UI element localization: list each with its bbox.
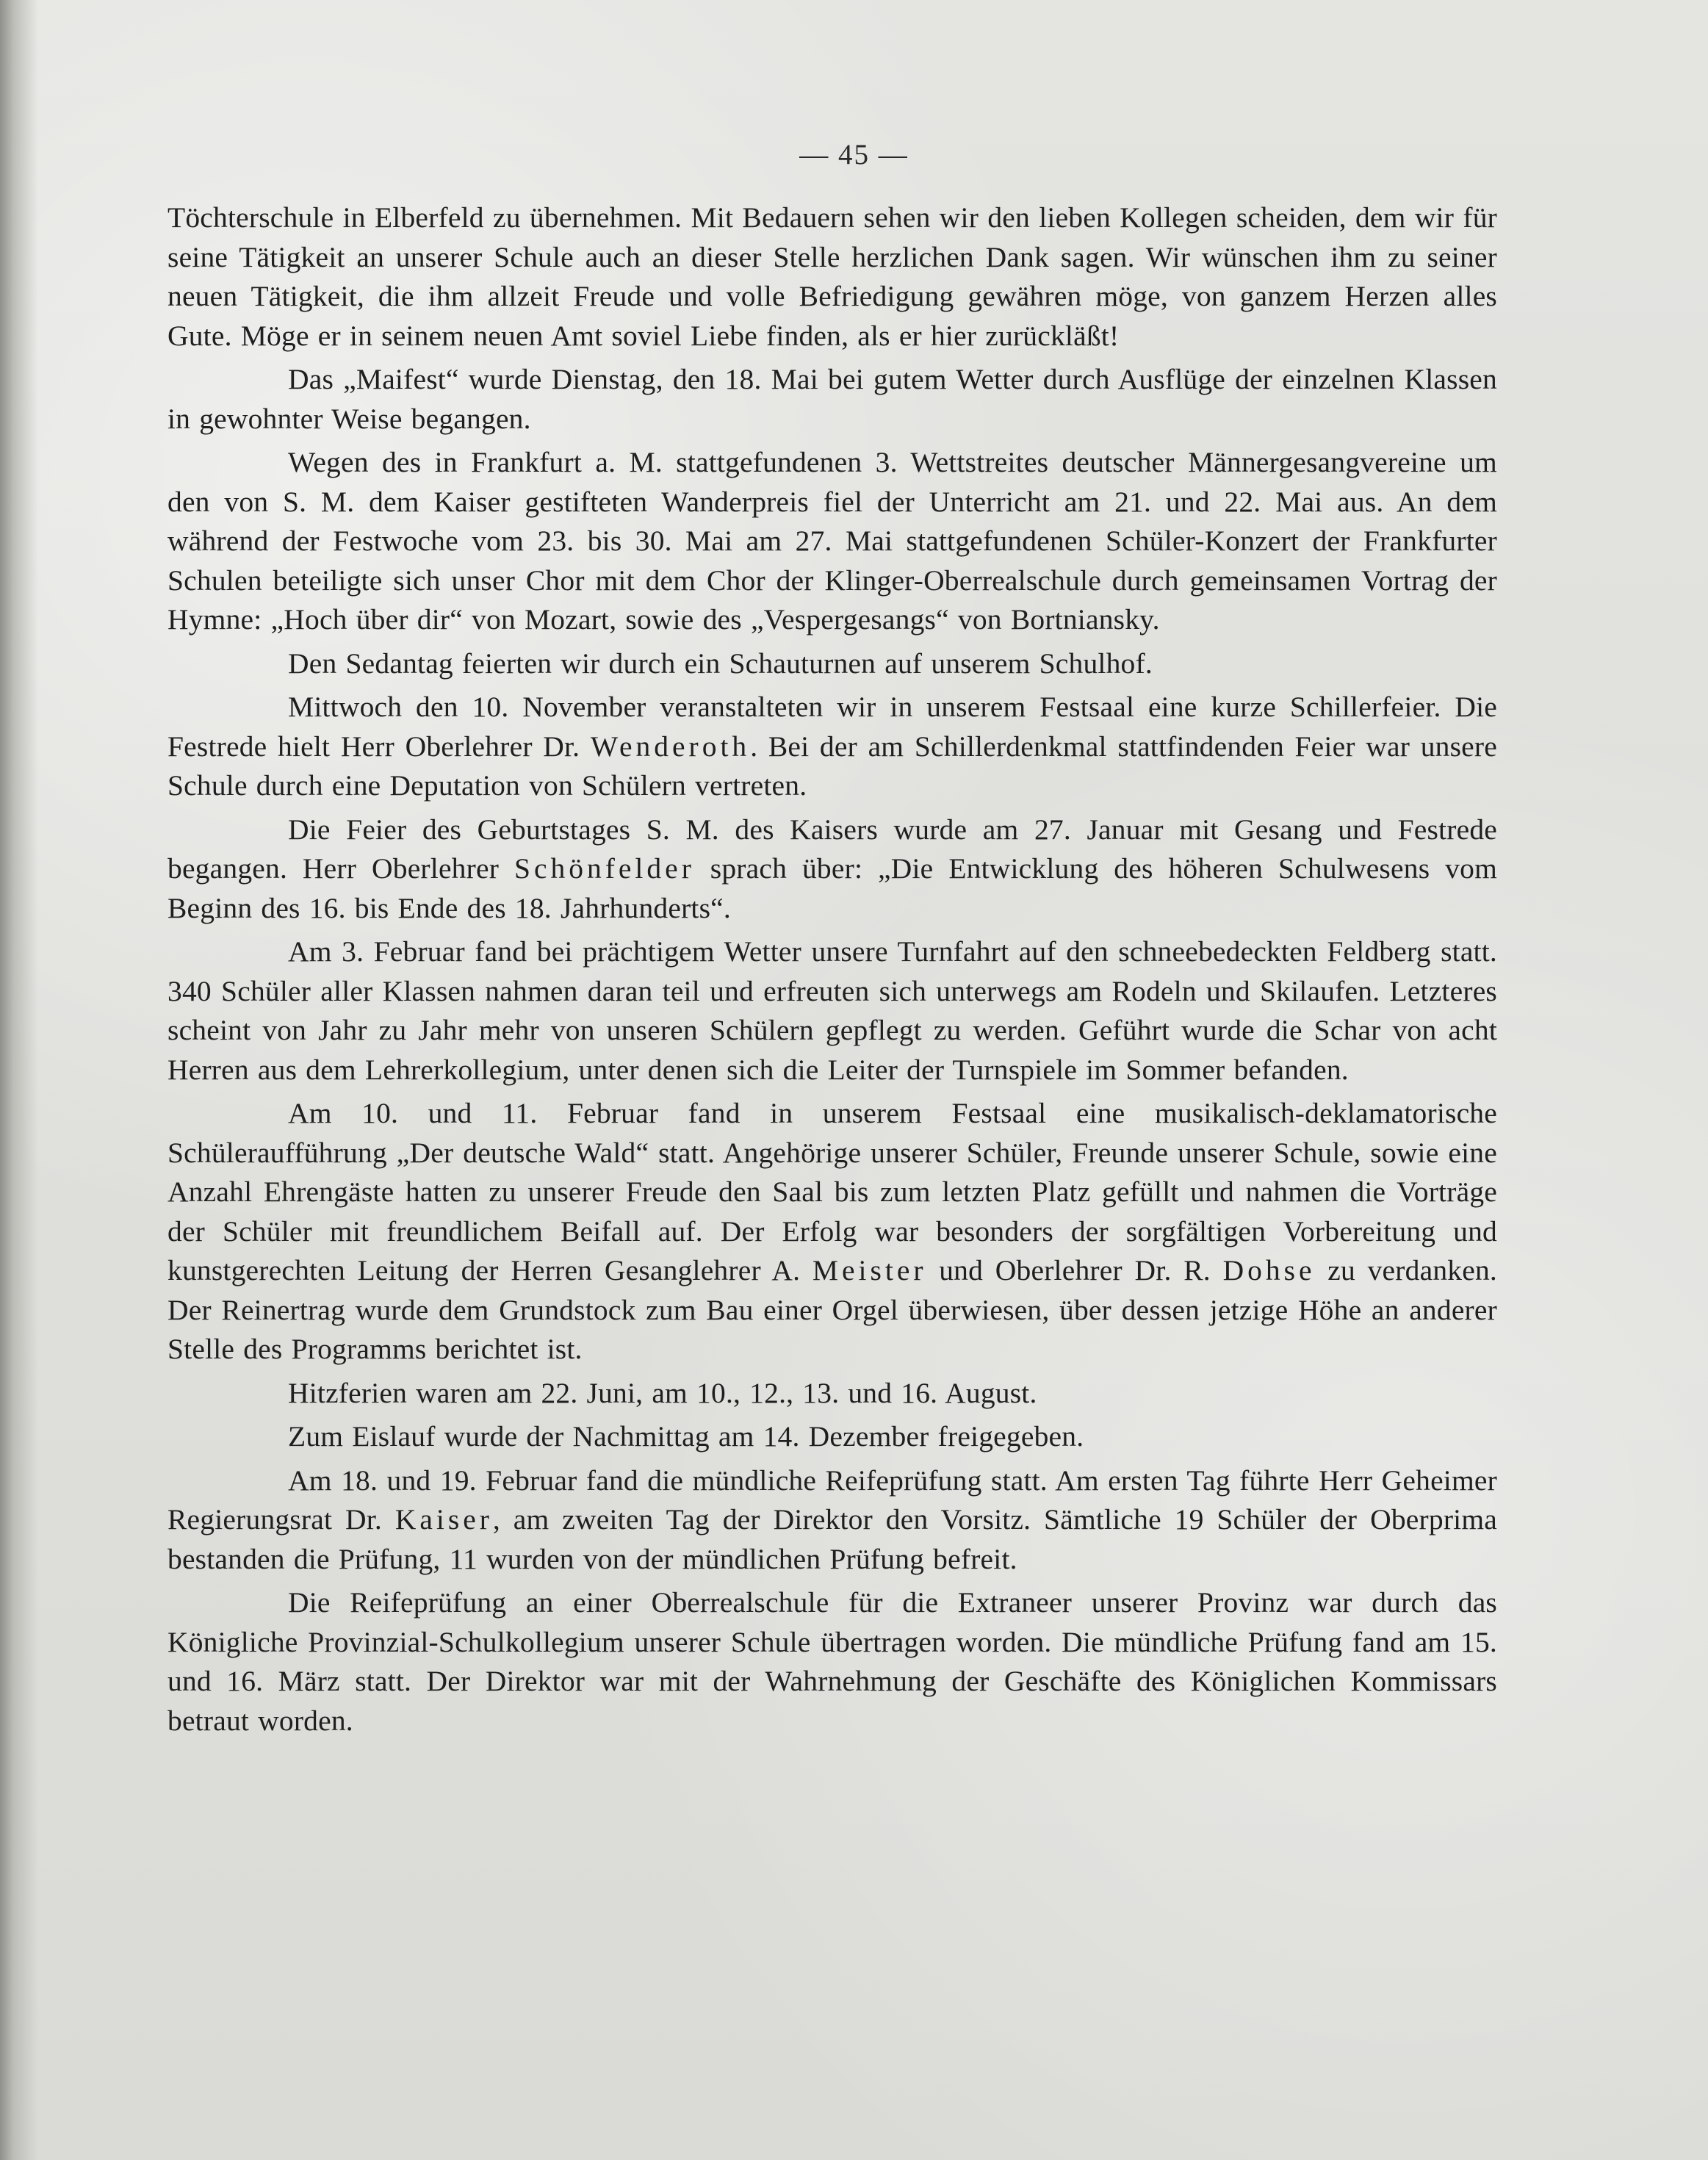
page-edge-shadow: [0, 0, 38, 2160]
text-segment: sprach über: „Die Entwicklung des höheren Schulwesens vom Beginn des 16. bis Ende des 18. Jahrhunderts“.: [167, 852, 1498, 924]
text-segment: Die Feier des Geburtstages S. M. des Kaisers wurde am 27. Januar mit Gesang und Festrede begangen. Herr Oberlehrer: [167, 813, 1497, 885]
text-segment: und Oberlehrer Dr. R.: [926, 1254, 1223, 1286]
paragraph-reifepruefung: [167, 1461, 1497, 1580]
text-segment: , am zweiten Tag der Direktor den Vorsitz. Sämtliche 19 Schüler der Oberprima bestanden die Prüfung, 11 wurden von der mündlichen Prüfung befreit.: [167, 1503, 1498, 1575]
spaced-name: Schönfelder: [514, 852, 695, 885]
paragraph-schuelerauffuehrung: [167, 1094, 1497, 1369]
spaced-name: Kaiser: [394, 1503, 493, 1536]
text-segment: Am 18. und 19. Februar fand die mündliche Reifeprüfung statt. Am ersten Tag führte Herr Geheimer Regierungsrat Dr.: [167, 1464, 1497, 1536]
paragraph-hitzferien: Hitzferien waren am 22. Juni, am 10., 12., 13. und 16. August.: [288, 1376, 1037, 1409]
paragraph-maifest: Das „Maifest“ wurde Dienstag, den 18. Mai bei gutem Wetter durch Ausflüge der einzelnen Klassen in gewohnter Weise begangen.: [167, 363, 1497, 435]
paragraph-schillerfeier: [167, 688, 1497, 806]
paragraph-kaisergeburtstag: [167, 810, 1497, 929]
paragraph-sedantag: Den Sedantag feierten wir durch ein Schauturnen auf unserem Schulhof.: [288, 647, 1153, 680]
paragraph-wettstreit: Wegen des in Frankfurt a. M. stattgefundenen 3. Wettstreites deutscher Männergesangvereine um den von S. M. dem Kaiser gestifteten Wanderpreis fiel der Unterricht am 21. und 22. Mai aus. An dem während der Festwoche vom 23. bis 30. Mai am 27. Mai stattgefundenen Schüler-Konzert der Frankfurter Schulen beteiligte sich unser Chor mit dem Chor der Klinger-Oberrealschule durch gemeinsamen Vortrag der Hymne: „Hoch über dir“ von Mozart, sowie des „Vespergesangs“ von Bortniansky.: [167, 446, 1497, 636]
text-segment: zu verdanken. Der Reinertrag wurde dem Grundstock zum Bau einer Orgel überwiesen, über dessen jetzige Höhe an anderer Stelle des Programms berichtet ist.: [167, 1254, 1497, 1365]
paragraph-extraneer: Die Reifeprüfung an einer Oberrealschule für die Extraneer unserer Provinz war durch das Königliche Provinzial-Schulkollegium unserer Schule übertragen worden. Die mündliche Prüfung fand am 15. und 16. März statt. Der Direktor war mit der Wahrnehmung der Geschäfte des Königlichen Kommissars betraut worden.: [167, 1586, 1497, 1737]
paragraph-continuation: Töchterschule in Elberfeld zu übernehmen. Mit Bedauern sehen wir den lieben Kollegen scheiden, dem wir für seine Tätigkeit an unserer Schule auch an dieser Stelle herzlichen Dank sagen. Wir wünschen ihm zu seiner neuen Tätigkeit, die ihm allzeit Freude und volle Befriedigung gewähren möge, von ganzem Herzen alles Gute. Möge er in seinem neuen Amt soviel Liebe finden, als er hier zurückläßt!: [167, 201, 1497, 352]
text-segment: . Bei der am Schillerdenkmal stattfindenden Feier war unsere Schule durch eine Deputation von Schülern vertreten.: [167, 730, 1497, 802]
paragraph-turnfahrt: Am 3. Februar fand bei prächtigem Wetter unsere Turnfahrt auf den schneebedeckten Feldberg statt. 340 Schüler aller Klassen nahmen daran teil und erfreuten sich unterwegs am Rodeln und Skilaufen. Letzteres scheint von Jahr zu Jahr mehr von unseren Schülern gepflegt zu werden. Geführt wurde die Schar von acht Herren aus dem Lehrerkollegium, unter denen sich die Leiter der Turnspiele im Sommer befanden.: [167, 935, 1497, 1086]
text-segment: Mittwoch den 10. November veranstalteten wir in unserem Festsaal eine kurze Schillerfeier. Die Festrede hielt Herr Oberlehrer Dr.: [167, 691, 1497, 763]
spaced-name: Dohse: [1222, 1254, 1316, 1286]
body-text: [167, 198, 1497, 1745]
text-segment: Am 10. und 11. Februar fand in unserem Festsaal eine musikalisch-deklamatorische Schüleraufführung „Der deutsche Wald“ statt. Angehörige unserer Schüler, Freunde unserer Schule, sowie eine Anzahl Ehrengäste hatten zu unserer Freude den Saal bis zum letzten Platz gefüllt und nahmen die Vorträge der Schüler mit freundlichem Beifall auf. Der Erfolg war besonders der sorgfältigen Vorbereitung und kunstgerechten Leitung der Herren Gesanglehrer A.: [167, 1097, 1497, 1286]
paragraph-eislauf: Zum Eislauf wurde der Nachmittag am 14. Dezember freigegeben.: [288, 1420, 1084, 1452]
spaced-name: Wenderoth: [590, 730, 751, 763]
spaced-name: Meister: [812, 1254, 927, 1286]
page-number: — 45 —: [799, 139, 909, 170]
